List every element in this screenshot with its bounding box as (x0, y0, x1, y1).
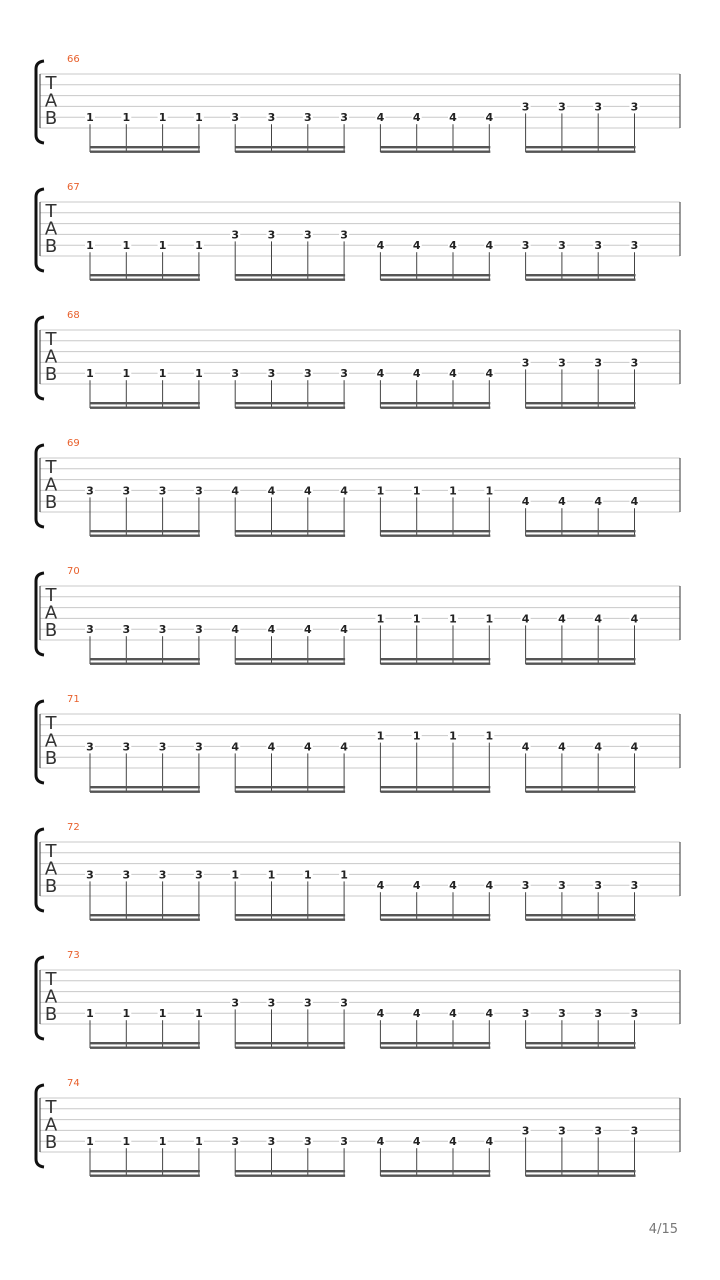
beam-primary (90, 402, 200, 404)
fret-number: 4 (521, 495, 530, 509)
tab-clef-letter: A (44, 90, 58, 112)
fret-number: 4 (449, 879, 457, 893)
beam-primary (235, 786, 345, 788)
fret-number: 3 (558, 879, 566, 893)
beam-primary (235, 658, 345, 660)
fret-number: 4 (340, 484, 348, 498)
fret-number: 3 (558, 1124, 566, 1138)
fret-number: 1 (485, 612, 494, 626)
fret-number: 1 (158, 111, 167, 125)
fret-number: 3 (231, 996, 240, 1010)
fret-number: 4 (558, 612, 566, 626)
fret-number: 3 (122, 623, 131, 637)
fret-number: 3 (630, 100, 639, 114)
beam-secondary (380, 663, 490, 665)
tab-clef-letter: T (45, 73, 57, 94)
fret-number: 1 (158, 1007, 167, 1021)
fret-number: 4 (412, 1007, 421, 1021)
beam-primary (90, 658, 200, 660)
tab-clef-letter: A (44, 730, 58, 752)
tab-system-71 (36, 694, 680, 793)
fret-number: 3 (158, 623, 167, 637)
fret-number: 4 (558, 740, 566, 754)
fret-number: 4 (630, 612, 639, 626)
beam-primary (235, 274, 345, 276)
fret-number: 4 (412, 239, 421, 253)
fret-number: 4 (412, 1135, 421, 1149)
beam-secondary (380, 151, 490, 153)
fret-number: 3 (122, 868, 131, 882)
tab-system-66 (36, 54, 680, 153)
beam-secondary (526, 279, 636, 281)
beam-secondary (90, 151, 200, 153)
beam-primary (526, 402, 636, 404)
beam-secondary (526, 407, 636, 409)
beam-secondary (380, 791, 490, 793)
fret-number: 3 (267, 367, 276, 381)
fret-number: 3 (558, 1007, 566, 1021)
fret-number: 3 (594, 1124, 603, 1138)
fret-number: 1 (195, 111, 203, 125)
beam-secondary (526, 535, 636, 537)
fret-number: 1 (412, 729, 421, 743)
tab-clef-letter: A (44, 986, 58, 1008)
fret-number: 3 (86, 740, 94, 754)
beam-secondary (235, 279, 345, 281)
beam-primary (235, 914, 345, 916)
beam-secondary (90, 407, 200, 409)
fret-number: 4 (340, 623, 348, 637)
beam-primary (235, 1170, 345, 1172)
fret-number: 1 (412, 484, 421, 498)
fret-number: 4 (449, 239, 457, 253)
fret-number: 3 (303, 228, 312, 242)
fret-number: 1 (195, 1007, 203, 1021)
fret-number: 3 (630, 356, 639, 370)
tab-clef-letter: B (44, 492, 58, 513)
measure-number: 73 (67, 950, 80, 961)
beam-primary (90, 530, 200, 532)
fret-number: 3 (558, 239, 566, 253)
tab-clef-letter: B (44, 748, 58, 769)
beam-primary (235, 402, 345, 404)
fret-number: 3 (558, 100, 566, 114)
tab-system-70 (36, 566, 680, 665)
fret-number: 4 (630, 740, 639, 754)
beam-primary (526, 1042, 636, 1044)
beam-primary (380, 146, 490, 148)
beam-primary (526, 274, 636, 276)
fret-number: 3 (195, 484, 203, 498)
tab-clef-letter: B (44, 108, 58, 129)
fret-number: 1 (340, 868, 348, 882)
fret-number: 4 (594, 495, 603, 509)
fret-number: 3 (340, 367, 348, 381)
tab-clef-letter: B (44, 364, 58, 385)
beam-primary (526, 914, 636, 916)
fret-number: 4 (303, 623, 312, 637)
beam-secondary (380, 919, 490, 921)
fret-number: 4 (376, 367, 385, 381)
tab-system-67 (36, 182, 680, 281)
fret-number: 1 (122, 1007, 131, 1021)
fret-number: 4 (340, 740, 348, 754)
tab-clef-letter: T (45, 713, 57, 734)
beam-secondary (380, 279, 490, 281)
tab-clef-letter: A (44, 474, 58, 496)
fret-number: 3 (630, 1007, 639, 1021)
beam-secondary (235, 1047, 345, 1049)
fret-number: 3 (303, 996, 312, 1010)
measure-number: 69 (67, 438, 80, 449)
fret-number: 4 (521, 612, 530, 626)
fret-number: 4 (303, 740, 312, 754)
beam-secondary (526, 151, 636, 153)
beam-primary (90, 146, 200, 148)
tab-clef-letter: T (45, 1097, 57, 1118)
fret-number: 3 (521, 1007, 530, 1021)
beam-primary (380, 786, 490, 788)
fret-number: 4 (376, 1007, 385, 1021)
beam-primary (90, 1170, 200, 1172)
fret-number: 3 (195, 868, 203, 882)
fret-number: 1 (195, 239, 203, 253)
beam-secondary (235, 791, 345, 793)
fret-number: 1 (376, 484, 385, 498)
fret-number: 4 (231, 623, 240, 637)
fret-number: 3 (303, 367, 312, 381)
beam-secondary (526, 663, 636, 665)
fret-number: 4 (594, 740, 603, 754)
fret-number: 4 (594, 612, 603, 626)
fret-number: 1 (122, 239, 131, 253)
fret-number: 4 (485, 1007, 494, 1021)
fret-number: 3 (86, 484, 94, 498)
tab-clef-letter: A (44, 858, 58, 880)
fret-number: 4 (449, 111, 457, 125)
beam-primary (90, 1042, 200, 1044)
measure-number: 70 (67, 566, 80, 577)
fret-number: 4 (558, 495, 566, 509)
beam-secondary (526, 1047, 636, 1049)
fret-number: 3 (231, 228, 240, 242)
fret-number: 3 (594, 100, 603, 114)
beam-secondary (90, 1047, 200, 1049)
fret-number: 4 (231, 740, 240, 754)
beam-primary (526, 530, 636, 532)
tab-clef-letter: B (44, 236, 58, 257)
fret-number: 1 (449, 729, 457, 743)
fret-number: 1 (485, 729, 494, 743)
fret-number: 1 (485, 484, 494, 498)
fret-number: 3 (630, 879, 639, 893)
fret-number: 3 (521, 356, 530, 370)
beam-secondary (235, 663, 345, 665)
beam-primary (380, 1042, 490, 1044)
beam-secondary (90, 663, 200, 665)
beam-secondary (235, 535, 345, 537)
fret-number: 1 (86, 239, 94, 253)
fret-number: 4 (485, 879, 494, 893)
fret-number: 1 (231, 868, 240, 882)
beam-secondary (380, 1047, 490, 1049)
tab-system-69 (36, 438, 680, 537)
fret-number: 1 (86, 367, 94, 381)
fret-number: 3 (158, 484, 167, 498)
fret-number: 3 (122, 740, 131, 754)
beam-primary (526, 146, 636, 148)
fret-number: 3 (158, 740, 167, 754)
fret-number: 3 (630, 239, 639, 253)
beam-secondary (90, 279, 200, 281)
beam-secondary (235, 1175, 345, 1177)
fret-number: 3 (231, 367, 240, 381)
fret-number: 4 (231, 484, 240, 498)
beam-primary (235, 146, 345, 148)
fret-number: 3 (630, 1124, 639, 1138)
beam-primary (380, 914, 490, 916)
fret-number: 3 (340, 111, 348, 125)
fret-number: 4 (449, 1135, 457, 1149)
fret-number: 3 (521, 879, 530, 893)
tab-clef-letter: T (45, 457, 57, 478)
tab-clef-letter: A (44, 218, 58, 240)
fret-number: 1 (449, 484, 457, 498)
fret-number: 4 (449, 1007, 457, 1021)
fret-number: 3 (303, 1135, 312, 1149)
fret-number: 3 (195, 740, 203, 754)
fret-number: 1 (376, 729, 385, 743)
fret-number: 1 (122, 111, 131, 125)
fret-number: 1 (449, 612, 457, 626)
fret-number: 4 (412, 111, 421, 125)
fret-number: 1 (412, 612, 421, 626)
fret-number: 4 (376, 879, 385, 893)
tab-system-74 (36, 1078, 680, 1177)
beam-secondary (380, 1175, 490, 1177)
beam-secondary (235, 151, 345, 153)
beam-secondary (526, 919, 636, 921)
measure-number: 72 (67, 822, 80, 833)
tab-clef-letter: T (45, 201, 57, 222)
beam-secondary (526, 791, 636, 793)
fret-number: 1 (158, 1135, 167, 1149)
beam-primary (380, 274, 490, 276)
fret-number: 4 (412, 367, 421, 381)
fret-number: 3 (594, 1007, 603, 1021)
fret-number: 3 (231, 1135, 240, 1149)
beam-primary (526, 658, 636, 660)
fret-number: 1 (303, 868, 312, 882)
fret-number: 4 (267, 484, 276, 498)
tab-clef-letter: B (44, 876, 58, 897)
fret-number: 3 (158, 868, 167, 882)
beam-secondary (526, 1175, 636, 1177)
beam-secondary (90, 1175, 200, 1177)
fret-number: 3 (594, 879, 603, 893)
tab-clef-letter: T (45, 841, 57, 862)
fret-number: 1 (122, 1135, 131, 1149)
fret-number: 3 (267, 111, 276, 125)
fret-number: 3 (195, 623, 203, 637)
fret-number: 1 (86, 1135, 94, 1149)
tab-system-68 (36, 310, 680, 409)
fret-number: 4 (376, 111, 385, 125)
measure-number: 71 (67, 694, 80, 705)
fret-number: 1 (195, 367, 203, 381)
measure-number: 67 (67, 182, 80, 193)
beam-primary (526, 786, 636, 788)
measure-number: 74 (67, 1078, 80, 1089)
fret-number: 3 (521, 1124, 530, 1138)
fret-number: 4 (485, 239, 494, 253)
fret-number: 3 (86, 623, 94, 637)
beam-secondary (90, 791, 200, 793)
fret-number: 4 (412, 879, 421, 893)
measure-number: 66 (67, 54, 80, 65)
fret-number: 3 (122, 484, 131, 498)
fret-number: 3 (303, 111, 312, 125)
beam-primary (380, 658, 490, 660)
fret-number: 1 (86, 111, 94, 125)
fret-number: 1 (195, 1135, 203, 1149)
fret-number: 4 (267, 740, 276, 754)
fret-number: 4 (303, 484, 312, 498)
tab-clef-letter: A (44, 1114, 58, 1136)
beam-secondary (90, 535, 200, 537)
fret-number: 1 (267, 868, 276, 882)
beam-primary (526, 1170, 636, 1172)
fret-number: 3 (267, 228, 276, 242)
tab-clef-letter: B (44, 1132, 58, 1153)
fret-number: 3 (231, 111, 240, 125)
beam-secondary (90, 919, 200, 921)
beam-secondary (380, 535, 490, 537)
fret-number: 4 (376, 239, 385, 253)
tab-clef-letter: T (45, 585, 57, 606)
tab-system-73 (36, 950, 680, 1049)
fret-number: 3 (340, 228, 348, 242)
fret-number: 3 (267, 996, 276, 1010)
fret-number: 4 (630, 495, 639, 509)
beam-primary (90, 274, 200, 276)
fret-number: 3 (558, 356, 566, 370)
tab-system-72 (36, 822, 680, 921)
fret-number: 4 (376, 1135, 385, 1149)
beam-secondary (235, 407, 345, 409)
fret-number: 1 (376, 612, 385, 626)
fret-number: 3 (521, 100, 530, 114)
tab-clef-letter: T (45, 329, 57, 350)
tab-clef-letter: A (44, 346, 58, 368)
fret-number: 4 (485, 1135, 494, 1149)
beam-primary (380, 530, 490, 532)
beam-primary (90, 914, 200, 916)
fret-number: 1 (158, 367, 167, 381)
tab-clef-letter: A (44, 602, 58, 624)
beam-primary (235, 530, 345, 532)
fret-number: 3 (594, 239, 603, 253)
fret-number: 1 (158, 239, 167, 253)
fret-number: 4 (449, 367, 457, 381)
beam-secondary (235, 919, 345, 921)
beam-primary (380, 402, 490, 404)
fret-number: 4 (521, 740, 530, 754)
tab-clef-letter: B (44, 620, 58, 641)
tab-clef-letter: T (45, 969, 57, 990)
fret-number: 1 (86, 1007, 94, 1021)
fret-number: 3 (267, 1135, 276, 1149)
fret-number: 3 (594, 356, 603, 370)
beam-primary (380, 1170, 490, 1172)
fret-number: 4 (267, 623, 276, 637)
beam-primary (90, 786, 200, 788)
fret-number: 3 (340, 1135, 348, 1149)
page-number: 4/15 (648, 1222, 678, 1237)
fret-number: 3 (86, 868, 94, 882)
fret-number: 3 (521, 239, 530, 253)
fret-number: 4 (485, 111, 494, 125)
beam-secondary (380, 407, 490, 409)
measure-number: 68 (67, 310, 80, 321)
beam-primary (235, 1042, 345, 1044)
fret-number: 1 (122, 367, 131, 381)
fret-number: 4 (485, 367, 494, 381)
tab-clef-letter: B (44, 1004, 58, 1025)
fret-number: 3 (340, 996, 348, 1010)
